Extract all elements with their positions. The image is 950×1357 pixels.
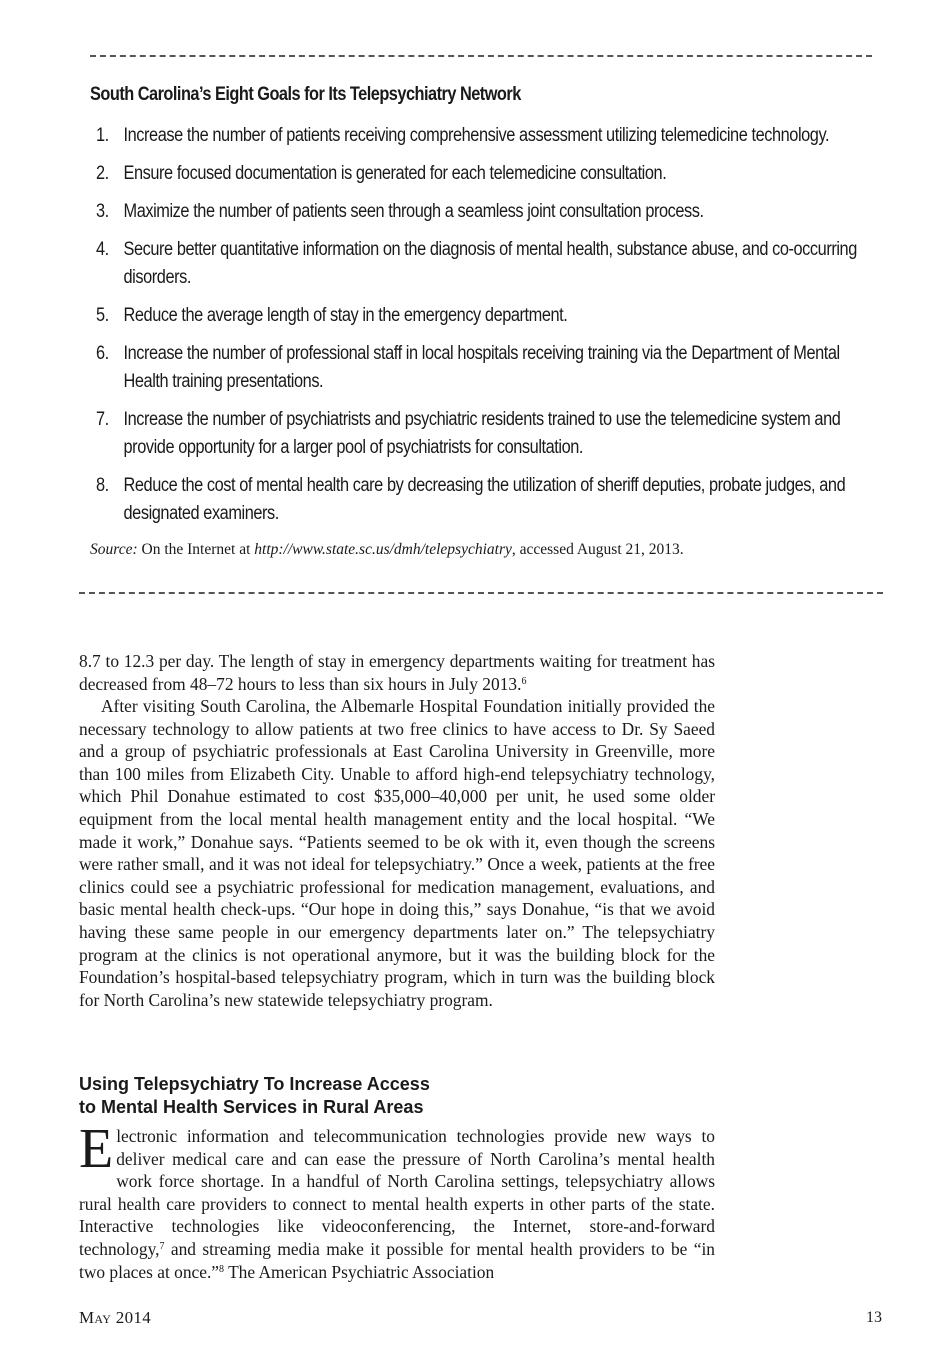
goal-text: Maximize the number of patients seen through a seamless joint consultation process. — [123, 201, 704, 222]
section-heading-line: to Mental Health Services in Rural Areas — [79, 1097, 424, 1117]
box-bottom-divider — [79, 592, 883, 594]
paragraph-text: and streaming media make it possible for mental health providers to be “in two places at once.” — [79, 1238, 715, 1282]
goal-item — [96, 160, 863, 188]
box-top-divider — [90, 55, 872, 57]
goals-list — [96, 122, 950, 538]
article-paragraph — [79, 1118, 715, 1283]
goal-number: 4. — [96, 239, 109, 260]
goal-item — [96, 302, 863, 330]
paragraph-text: lectronic information and telecommunication technologies provide new ways to deliver medical care and can ease the pressure of North Carolina’s mental health work force shortage. In a handful of North Carolina settings, telepsychiatry allows rural health care providers to connect to mental health experts in other parts of the state. Interactive technologies like videoconferencing, the Internet, store-and-forward technology, — [79, 1126, 715, 1259]
sidebar-box-title: South Carolina’s Eight Goals for Its Telepsychiatry Network — [90, 84, 521, 105]
paragraph-text: The American Psychiatric Association — [224, 1261, 495, 1282]
goal-text: Ensure focused documentation is generated for each telemedicine consultation. — [123, 163, 667, 184]
goal-item — [96, 340, 863, 396]
goal-number: 7. — [96, 409, 109, 430]
paragraph-text: 8.7 to 12.3 per day. The length of stay in emergency departments waiting for treatment has decreased from 48–72 hours to less than six hours in July 2013. — [79, 651, 715, 694]
goal-text: Reduce the average length of stay in the emergency department. — [123, 305, 568, 326]
goal-number: 6. — [96, 343, 109, 364]
drop-cap: E — [79, 1118, 114, 1180]
footnote-marker: 7 — [159, 1240, 165, 1252]
footer-date: May 2014 — [79, 1308, 151, 1327]
goal-item — [96, 198, 863, 226]
goal-item — [96, 236, 863, 292]
goal-text: Increase the number of psychiatrists and psychiatric residents trained to use the telemedicine system and provide opportunity for a larger pool of psychiatrists for consultation. — [123, 409, 841, 458]
goal-text: Increase the number of professional staff in local hospitals receiving training via the Department of Mental Health training presentations. — [123, 343, 840, 392]
goal-item — [96, 122, 863, 150]
source-citation — [90, 541, 684, 559]
goal-number: 1. — [96, 125, 109, 146]
goal-number: 3. — [96, 201, 109, 222]
page-number: 13 — [866, 1309, 882, 1326]
goal-number: 8. — [96, 475, 109, 496]
section-heading — [79, 1073, 430, 1119]
goal-text: Secure better quantitative information on the diagnosis of mental health, substance abuse, and co-occurring disorders. — [123, 239, 857, 288]
footnote-marker: 6 — [521, 675, 527, 687]
source-url: http://www.state.sc.us/dmh/telepsychiatry — [254, 541, 512, 558]
goal-number: 2. — [96, 163, 109, 184]
goal-number: 5. — [96, 305, 109, 326]
section-heading-line: Using Telepsychiatry To Increase Access — [79, 1074, 430, 1094]
footnote-marker: 8 — [219, 1263, 225, 1275]
source-prefix: On the Internet at — [141, 541, 251, 558]
goal-text: Increase the number of patients receiving comprehensive assessment utilizing telemedicine technology. — [123, 125, 830, 146]
source-label: Source: — [90, 541, 138, 558]
article-paragraph: After visiting South Carolina, the Albemarle Hospital Foundation initially provided the necessary technology to allow patients at two free clinics to have access to Dr. Sy Saeed and a group of psychiatric professionals at East Carolina University in Greenville, more than 100 miles from Elizabeth City. Unable to afford high-end telepsychiatry technology, which Phil Donahue estimated to cost $35,000–40,000 per unit, he used some older equipment from the local mental health management entity and the local hospital. “We made it work,” Donahue says. “Patients seemed to be ok with it, even though the screens were rather small, and it was not ideal for telepsychiatry.” Once a week, patients at the free clinics could see a psychiatric professional for medication management, evaluations, and basic mental health check-ups. “Our hope in doing this,” says Donahue, “is that we avoid having these same people in our emergency departments later on.” The telepsychiatry program at the clinics is not operational anymore, but it was the building block for the Foundation’s hospital-based telepsychiatry program, which in turn was the building block for North Carolina’s new statewide telepsychiatry program. — [79, 696, 715, 1010]
source-suffix: , accessed August 21, 2013. — [511, 541, 684, 558]
goal-item — [96, 406, 863, 462]
goal-text: Reduce the cost of mental health care by decreasing the utilization of sheriff deputies, probate judges, and designated examiners. — [123, 475, 846, 524]
article-paragraph — [79, 650, 715, 695]
goal-item — [96, 472, 863, 528]
